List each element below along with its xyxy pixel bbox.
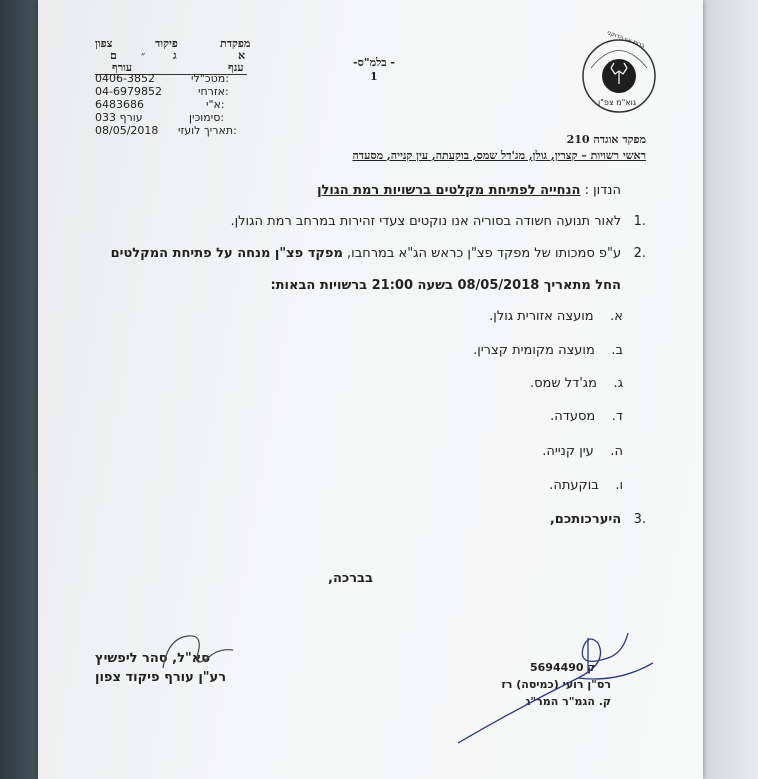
paragraph-text: היערכותכם, [549,512,622,527]
list-letter: ה. [610,444,623,459]
list-item [550,409,623,424]
sender-row-label: תאריך לועזי: [178,124,237,137]
signature-right-scribble [458,628,658,748]
sender-col-letter: א [238,49,246,62]
list-text: עין קנייה. [542,444,594,459]
list-text: מועצה מקומית קצרין. [473,343,595,358]
sender-row-label: אזרחי: [198,85,229,98]
sender-col-label: צפון [95,37,113,50]
sender-quote-mark: ״ [141,49,146,62]
sender-col-label: פיקוד [155,37,178,50]
emblem-top-text: בבית אוי הדוקני [606,29,646,50]
paragraph-3 [550,512,646,527]
subject-prefix: הנדון : [584,183,621,198]
recipient-line: מפקד אוגדה 210 [566,133,646,146]
sender-col-label: מפקדת [220,37,251,50]
list-letter: ד. [611,409,623,424]
signature-right-role: ק. הגמ"ר המר"ג [525,695,611,708]
list-text: מג'דל שמס. [529,376,597,391]
signature-right-id: 5694490 [530,661,584,674]
list-text: מסעדה. [550,409,596,424]
paragraph-text: ע"פ סמכותו של מפקד פצ"ן כראש הג"א במרחבו, [347,246,622,261]
list-letter: ו. [615,478,623,493]
sender-row-label: סימוכין: [189,111,225,124]
list-letter: א. [610,309,623,324]
subject-title: הנחייה לפתיחת מקלטים ברשויות רמת הגולן [317,183,581,198]
list-item [549,478,623,493]
paragraph-2-line2: החל מתאריך 08/05/2018 בשעה 21:00 ברשויות הבאות: [270,278,621,293]
sender-col-letter: ג [173,49,177,62]
sender-row-value: 0406-3852 [95,72,155,85]
signature-left-role: רע"ן עורף פיקוד צפון [95,670,227,685]
subject [317,183,621,198]
page-number: 1 [370,70,378,83]
sender-row-value: 08/05/2018 [95,124,159,137]
signature-left-scribble [148,628,258,678]
list-item [542,444,623,459]
signature-right-id-prefix: ק [587,661,596,674]
sender-col-letter: ם [110,49,117,62]
document-page [38,0,703,779]
paragraph-text: לאור תנועה חשודה בסוריה אנו נוקטים צעדי זהירות במרחב רמת הגולן. [230,214,622,229]
list-item [489,309,623,324]
sender-unit: ענף [228,61,244,74]
sender-row-value: עורף 033 [95,111,143,124]
recipient-line: ראשי רשויות – קצרין, גולן, מג'דל שמס, בוקעתה, עין קנייה, מסעדה [352,149,646,162]
sender-row-value: 6483686 [95,98,144,111]
closing: בברכה, [328,571,373,586]
signature-left-name: סא"ל, סהר ליפשיץ [95,651,211,666]
paragraph-2 [111,246,646,261]
paragraph-number: .1 [633,214,646,229]
classification: -בלמ"ס - [353,56,395,69]
emblem-bottom-text: גוא"מ צפ"ן [598,98,637,107]
paragraph-number: .2 [633,246,646,261]
list-text: בוקעתה. [549,478,599,493]
sender-row-label: מטכ"לי: [191,72,229,85]
sender-unit: עורף [112,61,133,74]
list-letter: ב. [611,343,623,358]
paragraph-1 [230,214,646,229]
list-letter: ג. [613,376,623,391]
list-item [530,376,623,391]
signature-right-name: רס"ן רועי (כמיסה) רז [501,678,611,691]
paragraph-text-bold: מפקד פצ"ן מנחה על פתיחת המקלטים [110,246,343,261]
paragraph-number: .3 [633,512,646,527]
list-item [473,343,623,358]
list-text: מועצה אזורית גולן. [489,309,594,324]
sender-row-label: א"י: [206,98,225,111]
sender-row-value: 04-6979852 [95,85,162,98]
